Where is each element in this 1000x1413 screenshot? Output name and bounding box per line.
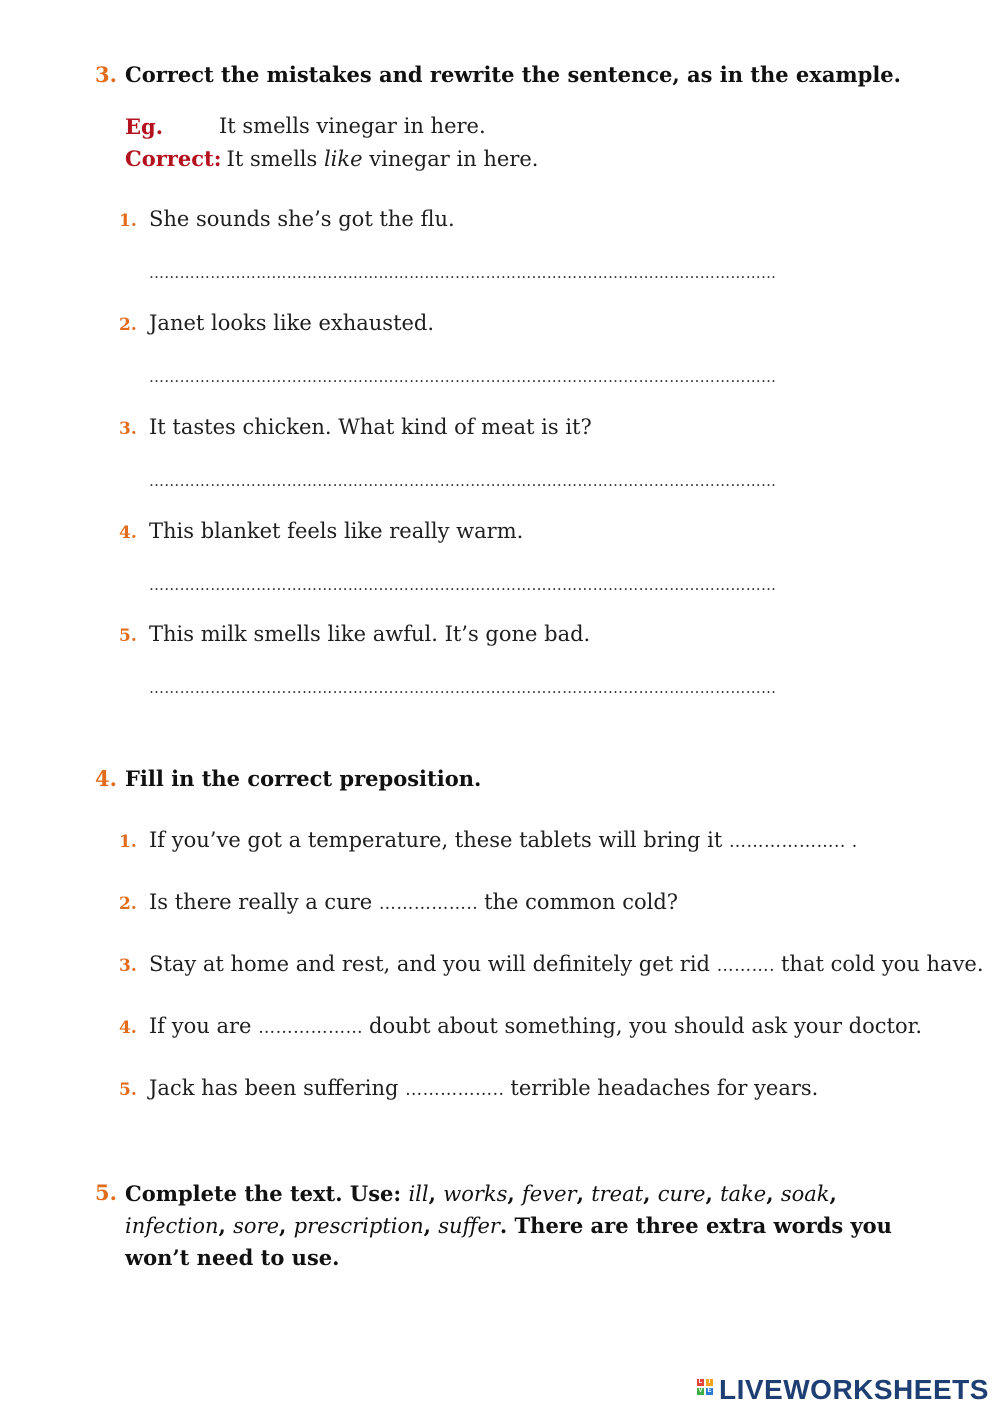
word-separator: , [428,1181,444,1206]
word-option: take [720,1182,767,1206]
s3-item-4-text: This blanket feels like really warm. [149,519,524,543]
s4-item-5-gap[interactable]: …………….. [405,1080,511,1100]
word-separator: , [766,1181,781,1206]
s4-item-2-gap[interactable]: …………….. [378,894,485,914]
example-label: Eg. [125,114,164,139]
word-option: soak [780,1182,830,1206]
s3-item-3-answer-line[interactable]: …………………………………………………………………………………………………………… [149,472,777,490]
word-separator: , [643,1181,658,1206]
word-option: ill [408,1182,429,1206]
s4-item-1-number: 1. [119,832,137,852]
s4-item-2 [149,890,678,914]
s4-item-1 [149,828,858,852]
s4-item-1-before: If you’ve got a temperature, these tablets will bring it [149,828,729,852]
section-5-intro: Complete the text. Use: [125,1181,409,1206]
s3-item-4-number: 4. [119,523,137,543]
logo-mark-e: E [707,1388,712,1394]
s4-item-4 [149,1014,922,1038]
s4-item-2-after: the common cold? [484,890,679,914]
s3-item-1-answer-line[interactable]: …………………………………………………………………………………………………………… [149,264,777,282]
logo-mark-v: V [698,1388,703,1394]
section-4-title: Fill in the correct preposition. [125,766,482,791]
section-4-number: 4. [95,766,117,791]
logo-mark-l: L [698,1379,703,1385]
s3-item-5-number: 5. [119,626,137,646]
s3-item-2-text: Janet looks like exhausted. [149,311,435,335]
s4-item-4-before: If you are [149,1014,259,1038]
logo-text: LIVEWORKSHEETS [719,1374,989,1405]
correct-sentence-before: It smells [226,147,324,171]
s3-item-5-answer-line[interactable]: …………………………………………………………………………………………………………… [149,679,777,697]
word-option: treat [591,1182,644,1206]
s4-item-4-number: 4. [119,1018,137,1038]
word-option: sore [233,1214,280,1238]
s3-item-1-text: She sounds she’s got the flu. [149,207,455,231]
correct-label: Correct: [125,146,222,171]
section-5-number: 5. [95,1180,117,1205]
section-5-instructions [125,1178,905,1274]
s3-item-4-answer-line[interactable]: …………………………………………………………………………………………………………… [149,576,777,594]
s4-item-1-gap[interactable]: ……………….. . [728,832,858,852]
s4-item-3-before: Stay at home and rest, and you will definitely get rid [149,952,717,976]
correct-sentence-italic: like [323,147,363,171]
word-separator: , [829,1181,845,1206]
s4-item-5-after: terrible headaches for years. [510,1076,819,1100]
s3-item-3-text: It tastes chicken. What kind of meat is it? [149,415,592,439]
word-option: cure [657,1182,706,1206]
s4-item-4-after: doubt about something, you should ask your doctor. [369,1014,922,1038]
s4-item-2-before: Is there really a cure [149,890,379,914]
word-option: suffer [438,1214,500,1238]
word-separator: , [218,1213,234,1238]
s4-item-5-before: Jack has been suffering [149,1076,406,1100]
s4-item-3-number: 3. [119,956,137,976]
s3-item-2-number: 2. [119,315,137,335]
s4-item-3-after: that cold you have. [780,952,984,976]
section-3-number: 3. [95,62,117,87]
s3-item-5-text: This milk smells like awful. It’s gone bad. [149,622,591,646]
word-separator: , [576,1181,592,1206]
section-3-title: Correct the mistakes and rewrite the sentence, as in the example. [125,62,901,87]
word-option: fever [522,1182,577,1206]
word-separator: , [507,1181,523,1206]
word-separator: , [423,1213,439,1238]
s4-item-3-gap[interactable]: ………. [716,956,781,976]
liveworksheets-logo-icon [697,1379,713,1403]
s4-item-5 [149,1076,818,1100]
section-5-outro: . There are three extra words you won’t need to use. [125,1213,892,1270]
s4-item-4-gap[interactable]: ……………… [258,1018,370,1038]
logo-mark-i: I [706,1379,713,1386]
s4-item-5-number: 5. [119,1080,137,1100]
word-option: works [443,1182,508,1206]
example-correct-line [125,146,538,171]
s4-item-2-number: 2. [119,894,137,914]
example-sentence: It smells vinegar in here. [219,114,486,138]
s3-item-2-answer-line[interactable]: …………………………………………………………………………………………………………… [149,368,777,386]
s3-item-3-number: 3. [119,419,137,439]
word-separator: , [279,1213,294,1238]
word-separator: , [705,1181,721,1206]
correct-sentence-after: vinegar in here. [362,147,539,171]
word-option: infection [125,1214,219,1238]
word-option: prescription [293,1214,424,1238]
s4-item-3 [149,952,984,976]
s3-item-1-number: 1. [119,211,137,231]
